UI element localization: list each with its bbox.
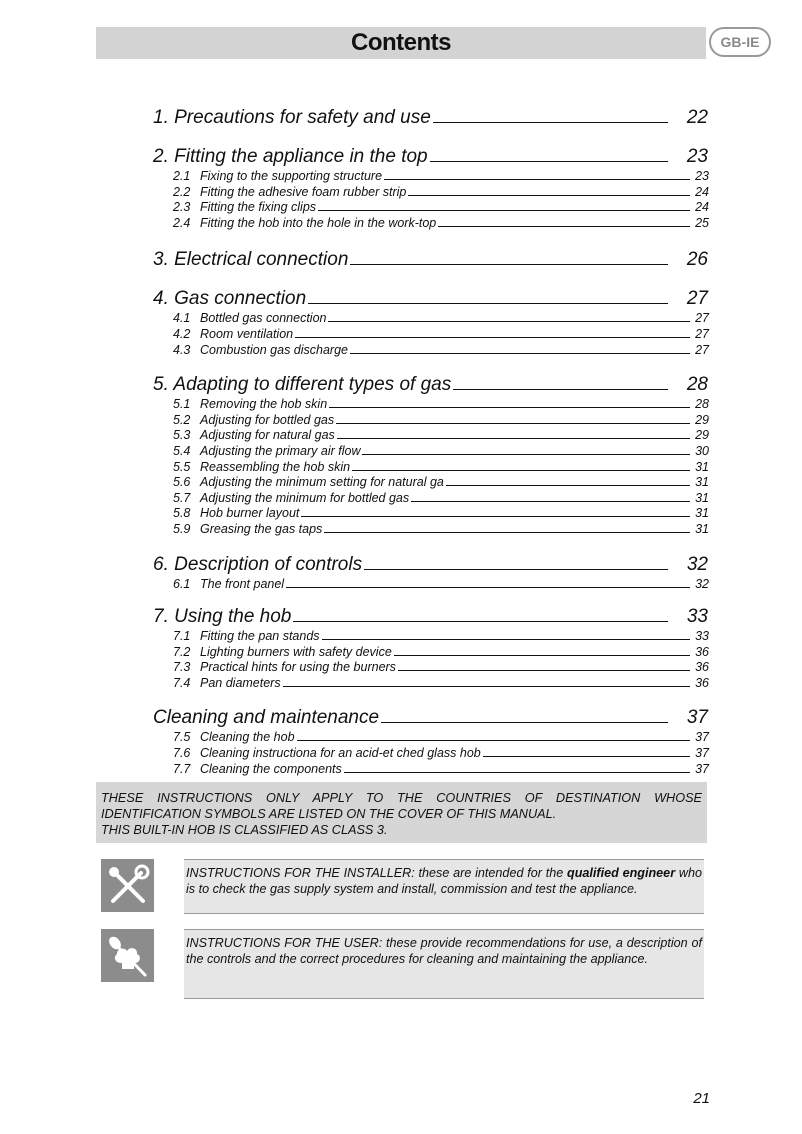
toc-subsection-title: Fitting the pan stands xyxy=(200,629,320,644)
toc-subsection-title: Fitting the hob into the hole in the work-top xyxy=(200,215,437,230)
toc-subsection-page: 31 xyxy=(695,506,709,521)
toc-subsection-title: Practical hints for using the burners xyxy=(200,660,396,675)
toc-subsection-number: 2.3 xyxy=(173,200,191,215)
toc-leader-line xyxy=(328,311,690,322)
toc-subsection-page: 36 xyxy=(695,644,709,659)
toc-subsection-row xyxy=(153,185,709,201)
toc-subsection-page: 31 xyxy=(695,521,709,536)
toc-subsection-row xyxy=(153,629,709,645)
toc-leader-line xyxy=(394,645,690,656)
toc-subsection-page: 27 xyxy=(695,342,709,357)
toc-subsection-number: 7.1 xyxy=(173,629,191,644)
toc-leader-line xyxy=(438,216,690,227)
toc-leader-line xyxy=(324,522,690,533)
toc-section-page: 22 xyxy=(686,107,708,128)
toc-section xyxy=(153,604,709,691)
toc-section-page: 28 xyxy=(686,374,708,396)
toc-section-title: 1. Precautions for safety and use xyxy=(153,107,431,128)
toc-subsection-number: 2.1 xyxy=(173,169,191,183)
toc-subsection-title: Cleaning the hob xyxy=(200,730,295,745)
toc-section-page: 27 xyxy=(686,288,708,310)
title-bar xyxy=(96,27,706,59)
toc-section-row xyxy=(153,144,709,169)
toc-leader-line xyxy=(352,460,690,471)
installer-instructions xyxy=(184,859,704,914)
toc-subsection-number: 2.2 xyxy=(173,184,191,199)
toc-section xyxy=(153,105,709,130)
toc-leader-line xyxy=(446,475,690,486)
toc-subsection-number: 5.4 xyxy=(173,443,191,458)
toc-section-title: Cleaning and maintenance xyxy=(153,707,380,729)
toc-leader-line xyxy=(337,428,690,439)
toc-subsection-title: Fitting the adhesive foam rubber strip xyxy=(200,184,407,199)
toc-subsection-number: 7.5 xyxy=(173,730,191,745)
toc-leader-line xyxy=(297,730,690,741)
toc-subsection-title: Combustion gas discharge xyxy=(200,342,348,357)
toc-leader-line xyxy=(295,327,690,338)
toc-subsection-title: Lighting burners with safety device xyxy=(200,644,392,659)
toc-subsection-title: Adjusting the minimum setting for natural ga xyxy=(200,475,444,490)
toc-subsection-title: Pan diameters xyxy=(200,675,281,690)
toc-leader-line xyxy=(286,577,690,588)
country-badge: GB-IE xyxy=(709,27,771,57)
toc-subsection-title: Removing the hob skin xyxy=(200,397,328,412)
installer-text-end: who is to check the gas supply system and install, commission and test the appliance. xyxy=(186,866,702,896)
toc-section-title: 7. Using the hob xyxy=(153,606,292,628)
toc-subsection-title: Adjusting for bottled gas xyxy=(200,412,335,427)
toc-subsection-page: 24 xyxy=(695,200,709,215)
toc-subsection-row xyxy=(153,746,709,762)
toc-section xyxy=(153,247,709,272)
toc-leader-line xyxy=(283,676,690,687)
page-number: 21 xyxy=(693,1090,710,1107)
toc-subsection-number: 7.6 xyxy=(173,746,191,761)
toc-subsection-page: 37 xyxy=(695,730,709,745)
toc-leader-line xyxy=(483,746,690,757)
installer-bold-text: qualified engineer xyxy=(567,866,676,880)
toc-leader-line xyxy=(398,660,690,671)
toc-section-row xyxy=(153,247,709,272)
toc-subsection-row xyxy=(153,343,709,359)
toc-subsection-row xyxy=(153,413,709,429)
toc-section-row xyxy=(153,286,709,311)
toc-subsection-number: 6.1 xyxy=(173,576,191,591)
toc-subsection-number: 2.4 xyxy=(173,215,191,230)
toc-subsection-row xyxy=(153,397,709,413)
toc-section xyxy=(153,705,709,777)
tools-icon xyxy=(101,859,154,912)
page-title: Contents xyxy=(351,29,451,56)
toc-subsection-number: 4.2 xyxy=(173,326,191,341)
toc-section xyxy=(153,552,709,593)
toc-leader-line xyxy=(336,413,690,424)
toc-subsection-number: 7.4 xyxy=(173,675,191,690)
toc-subsection-number: 5.2 xyxy=(173,412,191,427)
toc-section xyxy=(153,372,709,537)
toc-subsection-page: 32 xyxy=(695,576,709,591)
toc-leader-line xyxy=(293,604,668,622)
toc-section-row xyxy=(153,372,709,397)
toc-leader-line xyxy=(350,247,668,265)
toc-section-title: 4. Gas connection xyxy=(153,288,307,310)
user-text: INSTRUCTIONS FOR THE USER: these provide recommendations for use, a description of the controls and the correct procedures for cleaning and maintaining the appliance. xyxy=(186,936,702,966)
notice-box xyxy=(96,782,707,843)
toc-section-title: 6. Description of controls xyxy=(153,553,363,575)
toc-subsection-page: 23 xyxy=(695,169,709,183)
toc-subsection-number: 5.6 xyxy=(173,475,191,490)
toc-subsection-number: 5.1 xyxy=(173,397,191,412)
toc-leader-line xyxy=(384,169,690,180)
toc-leader-line xyxy=(329,397,690,408)
toc-subsection-title: Adjusting for natural gas xyxy=(200,428,335,443)
toc-subsection-page: 29 xyxy=(695,428,709,443)
toc-section-title: 5. Adapting to different types of gas xyxy=(153,374,452,396)
toc-section-row xyxy=(153,552,709,577)
toc-subsection-title: Fitting the fixing clips xyxy=(200,200,317,215)
toc-subsection-row xyxy=(153,577,709,593)
toc-section-row xyxy=(153,105,709,130)
installer-text: INSTRUCTIONS FOR THE INSTALLER: these are intended for the xyxy=(186,866,568,880)
toc-leader-line xyxy=(453,372,668,390)
toc-subsection-row xyxy=(153,522,709,538)
toc-subsection-title: Greasing the gas taps xyxy=(200,521,323,536)
toc-subsection-row xyxy=(153,645,709,661)
toc-leader-line xyxy=(381,705,668,723)
toc-subsection-page: 31 xyxy=(695,490,709,505)
toc-leader-line xyxy=(301,506,690,517)
table-of-contents xyxy=(153,105,709,777)
toc-subsection-row xyxy=(153,762,709,778)
toc-subsection-title: Adjusting the minimum for bottled gas xyxy=(200,490,410,505)
toc-subsection-number: 7.2 xyxy=(173,644,191,659)
toc-leader-line xyxy=(408,185,690,196)
toc-leader-line xyxy=(364,552,668,570)
toc-subsection-row xyxy=(153,428,709,444)
toc-section-page: 23 xyxy=(686,146,708,167)
notice-text: THESE INSTRUCTIONS ONLY APPLY TO THE COUNTRIES OF DESTINATION WHOSE IDENTIFICATION SYMBOLS ARE LISTED ON THE COVER OF THIS MANUAL. xyxy=(101,791,702,821)
toc-leader-line xyxy=(433,105,668,123)
toc-subsection-row xyxy=(153,444,709,460)
toc-leader-line xyxy=(350,343,690,354)
toc-subsection-row xyxy=(153,491,709,507)
toc-subsection-title: Cleaning the components xyxy=(200,761,342,776)
toc-subsection-row xyxy=(153,660,709,676)
toc-leader-line xyxy=(318,200,690,211)
toc-subsection-page: 28 xyxy=(695,397,709,412)
toc-subsection-number: 4.1 xyxy=(173,311,191,326)
toc-subsection-page: 31 xyxy=(695,475,709,490)
toc-subsection-page: 36 xyxy=(695,675,709,690)
toc-subsection-page: 36 xyxy=(695,660,709,675)
toc-section-page: 32 xyxy=(686,553,708,575)
toc-subsection-number: 5.8 xyxy=(173,506,191,521)
toc-subsection-page: 29 xyxy=(695,412,709,427)
toc-subsection-number: 7.7 xyxy=(173,761,191,776)
toc-subsection-page: 33 xyxy=(695,629,709,644)
toc-section-row xyxy=(153,705,709,730)
toc-subsection-title: Cleaning instructiona for an acid-et ched glass hob xyxy=(200,746,481,761)
chef-spoon-icon xyxy=(101,929,154,982)
toc-subsection-title: Adjusting the primary air flow xyxy=(200,443,361,458)
toc-subsection-page: 31 xyxy=(695,459,709,474)
toc-section-page: 37 xyxy=(686,707,708,729)
toc-subsection-page: 27 xyxy=(695,326,709,341)
toc-subsection-row xyxy=(153,169,709,185)
toc-subsection-row xyxy=(153,676,709,692)
toc-subsection-row xyxy=(153,327,709,343)
notice-class-text: THIS BUILT-IN HOB IS CLASSIFIED AS CLASS 3. xyxy=(101,823,388,837)
toc-leader-line xyxy=(344,762,690,773)
toc-section xyxy=(153,144,709,231)
toc-leader-line xyxy=(322,629,690,640)
toc-subsection-row xyxy=(153,460,709,476)
toc-subsection-title: Bottled gas connection xyxy=(200,311,327,326)
toc-subsection-number: 7.3 xyxy=(173,660,191,675)
toc-section-row xyxy=(153,604,709,629)
toc-leader-line xyxy=(362,444,690,455)
user-instructions xyxy=(184,929,704,999)
toc-subsection-number: 4.3 xyxy=(173,342,191,357)
toc-subsection-number: 5.7 xyxy=(173,490,191,505)
toc-section xyxy=(153,286,709,358)
toc-subsection-row xyxy=(153,311,709,327)
toc-subsection-title: Hob burner layout xyxy=(200,506,300,521)
toc-subsection-page: 25 xyxy=(695,215,709,230)
toc-subsection-row xyxy=(153,200,709,216)
toc-subsection-number: 5.9 xyxy=(173,521,191,536)
toc-section-page: 33 xyxy=(686,606,708,628)
toc-subsection-page: 27 xyxy=(695,311,709,326)
toc-subsection-row xyxy=(153,216,709,232)
toc-subsection-page: 30 xyxy=(695,443,709,458)
toc-subsection-page: 37 xyxy=(695,746,709,761)
toc-subsection-page: 37 xyxy=(695,761,709,776)
toc-leader-line xyxy=(411,491,690,502)
toc-leader-line xyxy=(430,144,668,162)
toc-subsection-number: 5.3 xyxy=(173,428,191,443)
toc-subsection-title: The front panel xyxy=(200,576,285,591)
toc-section-title: 2. Fitting the appliance in the top xyxy=(153,146,428,167)
toc-subsection-title: Fixing to the supporting structure xyxy=(200,169,383,183)
toc-subsection-title: Reassembling the hob skin xyxy=(200,459,351,474)
toc-subsection-row xyxy=(153,475,709,491)
toc-section-title: 3. Electrical connection xyxy=(153,249,349,271)
toc-section-page: 26 xyxy=(686,249,708,271)
toc-leader-line xyxy=(308,286,668,304)
toc-subsection-number: 5.5 xyxy=(173,459,191,474)
toc-subsection-page: 24 xyxy=(695,184,709,199)
toc-subsection-title: Room ventilation xyxy=(200,326,294,341)
toc-subsection-row xyxy=(153,730,709,746)
toc-subsection-row xyxy=(153,506,709,522)
